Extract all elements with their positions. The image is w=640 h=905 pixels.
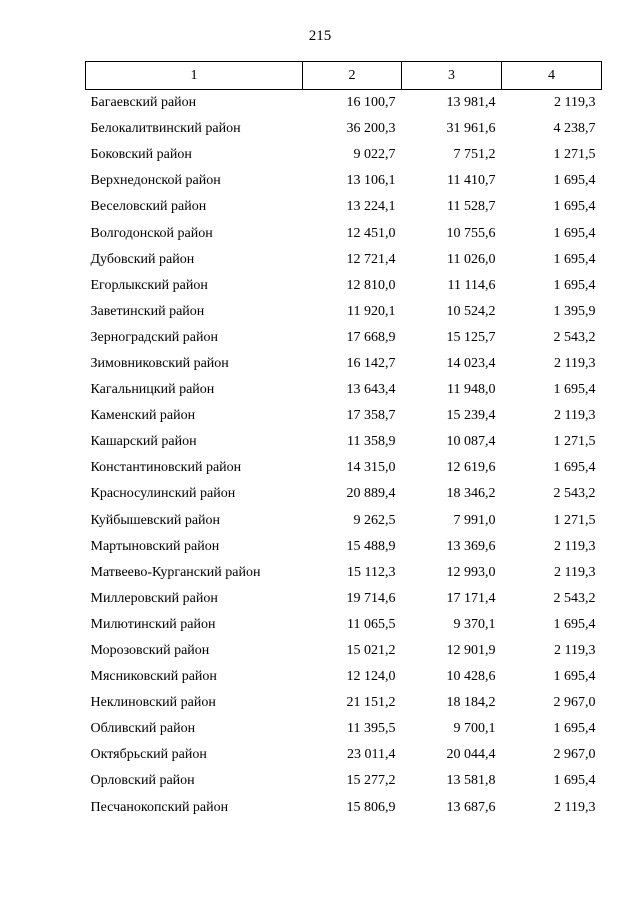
table-body — [86, 90, 602, 821]
table-row — [86, 638, 602, 664]
value-col-2: 21 151,2 — [346, 695, 396, 711]
table-row — [86, 142, 602, 168]
value-col-2: 17 668,9 — [346, 329, 396, 345]
value-col-2: 9 022,7 — [353, 147, 396, 163]
value-col-4: 1 271,5 — [553, 434, 596, 450]
value-col-3: 15 239,4 — [446, 408, 496, 424]
table-row — [86, 351, 602, 377]
table-row — [86, 560, 602, 586]
district-name: Кашарский район — [90, 434, 197, 450]
district-name: Боковский район — [90, 147, 192, 163]
value-col-4: 1 695,4 — [553, 173, 596, 189]
value-col-2: 17 358,7 — [346, 408, 396, 424]
value-col-4: 1 395,9 — [553, 303, 596, 319]
district-name: Орловский район — [90, 773, 195, 789]
value-col-2: 13 224,1 — [346, 199, 396, 215]
value-col-4: 1 695,4 — [553, 460, 596, 476]
value-col-3: 15 125,7 — [446, 329, 496, 345]
value-col-3: 13 369,6 — [446, 538, 496, 554]
value-col-2: 14 315,0 — [346, 460, 396, 476]
value-col-4: 1 695,4 — [553, 251, 596, 267]
value-col-3: 10 755,6 — [446, 225, 496, 241]
table-row — [86, 508, 602, 534]
district-name: Неклиновский район — [90, 695, 216, 711]
value-col-4: 2 119,3 — [554, 355, 596, 371]
value-col-4: 1 695,4 — [553, 669, 596, 685]
value-col-3: 7 991,0 — [453, 512, 496, 528]
table-row — [86, 116, 602, 142]
district-name: Милютинский район — [90, 616, 216, 632]
value-col-2: 9 262,5 — [353, 512, 396, 528]
district-name: Веселовский район — [90, 199, 207, 215]
table-row — [86, 168, 602, 194]
column-header-2: 2 — [303, 62, 402, 90]
table-row — [86, 795, 602, 821]
value-col-4: 1 695,4 — [553, 277, 596, 293]
value-col-2: 11 920,1 — [347, 303, 396, 319]
value-col-2: 15 277,2 — [346, 773, 396, 789]
table-row — [86, 742, 602, 768]
table-row — [86, 90, 602, 117]
district-name: Заветинский район — [90, 303, 205, 319]
district-name: Красносулинский район — [90, 486, 236, 502]
table-row — [86, 586, 602, 612]
district-name: Багаевский район — [90, 95, 197, 111]
table-row — [86, 299, 602, 325]
value-col-3: 13 581,8 — [446, 773, 496, 789]
header-row — [86, 62, 602, 90]
value-col-3: 18 346,2 — [446, 486, 496, 502]
value-col-4: 2 119,3 — [554, 799, 596, 815]
value-col-3: 12 993,0 — [446, 564, 496, 580]
district-name: Зерноградский район — [90, 329, 218, 345]
value-col-4: 2 543,2 — [553, 486, 596, 502]
district-name: Матвеево-Курганский район — [90, 564, 261, 580]
value-col-4: 2 967,0 — [553, 695, 596, 711]
value-col-4: 1 695,4 — [553, 225, 596, 241]
value-col-3: 11 948,0 — [447, 382, 496, 398]
value-col-4: 2 543,2 — [553, 329, 596, 345]
value-col-2: 12 124,0 — [346, 669, 396, 685]
table-row — [86, 690, 602, 716]
value-col-4: 2 119,3 — [554, 643, 596, 659]
value-col-4: 1 695,4 — [553, 382, 596, 398]
value-col-2: 15 021,2 — [346, 643, 396, 659]
value-col-4: 2 543,2 — [553, 590, 596, 606]
value-col-2: 12 721,4 — [346, 251, 396, 267]
page-number: 215 — [308, 28, 332, 44]
value-col-2: 16 142,7 — [346, 355, 396, 371]
table-row — [86, 273, 602, 299]
district-name: Зимовниковский район — [90, 355, 229, 371]
value-col-2: 11 358,9 — [347, 434, 396, 450]
district-name: Кагальницкий район — [90, 382, 215, 398]
value-col-3: 11 528,7 — [447, 199, 496, 215]
value-col-3: 31 961,6 — [446, 121, 496, 137]
value-col-4: 2 119,3 — [554, 95, 596, 111]
value-col-3: 7 751,2 — [453, 147, 496, 163]
table-row — [86, 429, 602, 455]
value-col-4: 1 695,4 — [553, 773, 596, 789]
column-header-4: 4 — [502, 62, 602, 90]
table-row — [86, 194, 602, 220]
table-row — [86, 403, 602, 429]
district-name: Песчанокопский район — [90, 799, 229, 815]
value-col-3: 11 114,6 — [447, 277, 496, 293]
district-name: Белокалитвинский район — [90, 121, 241, 137]
value-col-4: 1 695,4 — [553, 199, 596, 215]
district-name: Каменский район — [90, 408, 196, 424]
value-col-3: 18 184,2 — [446, 695, 496, 711]
value-col-4: 1 271,5 — [553, 147, 596, 163]
table-row — [86, 716, 602, 742]
district-name: Обливский район — [90, 721, 196, 737]
district-name: Мясниковский район — [90, 669, 217, 685]
district-name: Егорлыкский район — [90, 277, 208, 293]
value-col-2: 20 889,4 — [346, 486, 396, 502]
district-name: Куйбышевский район — [90, 512, 221, 528]
value-col-2: 19 714,6 — [346, 590, 396, 606]
table-row — [86, 455, 602, 481]
value-col-3: 9 700,1 — [453, 721, 496, 737]
column-header-3: 3 — [402, 62, 502, 90]
table-row — [86, 768, 602, 794]
value-col-2: 12 451,0 — [346, 225, 396, 241]
value-col-3: 14 023,4 — [446, 355, 496, 371]
value-col-3: 11 026,0 — [447, 251, 496, 267]
value-col-2: 11 395,5 — [347, 721, 396, 737]
table-row — [86, 664, 602, 690]
district-name: Октябрьский район — [90, 747, 207, 763]
district-name: Морозовский район — [90, 643, 210, 659]
value-col-3: 17 171,4 — [446, 590, 496, 606]
district-name: Верхнедонской район — [90, 173, 221, 189]
value-col-3: 11 410,7 — [447, 173, 496, 189]
value-col-4: 1 695,4 — [553, 721, 596, 737]
value-col-2: 16 100,7 — [346, 95, 396, 111]
value-col-2: 15 488,9 — [346, 538, 396, 554]
value-col-3: 13 687,6 — [446, 799, 496, 815]
value-col-2: 15 806,9 — [346, 799, 396, 815]
value-col-2: 13 643,4 — [346, 382, 396, 398]
value-col-2: 23 011,4 — [347, 747, 396, 763]
district-name: Мартыновский район — [90, 538, 220, 554]
value-col-2: 13 106,1 — [346, 173, 396, 189]
value-col-4: 4 238,7 — [553, 121, 596, 137]
table-row — [86, 377, 602, 403]
district-name: Миллеровский район — [90, 590, 218, 606]
district-name: Дубовский район — [90, 251, 195, 267]
table-row — [86, 612, 602, 638]
column-header-1: 1 — [86, 62, 303, 90]
table-row — [86, 325, 602, 351]
value-col-4: 2 119,3 — [554, 408, 596, 424]
table-row — [86, 247, 602, 273]
value-col-3: 12 901,9 — [446, 643, 496, 659]
value-col-3: 20 044,4 — [446, 747, 496, 763]
value-col-2: 12 810,0 — [346, 277, 396, 293]
value-col-2: 36 200,3 — [346, 121, 396, 137]
value-col-3: 9 370,1 — [453, 616, 496, 632]
value-col-2: 15 112,3 — [347, 564, 396, 580]
value-col-3: 10 087,4 — [446, 434, 496, 450]
value-col-4: 2 119,3 — [554, 564, 596, 580]
table-row — [86, 481, 602, 507]
table-header — [86, 62, 602, 90]
value-col-2: 11 065,5 — [347, 616, 396, 632]
value-col-4: 2 119,3 — [554, 538, 596, 554]
value-col-4: 1 271,5 — [553, 512, 596, 528]
table-row — [86, 220, 602, 246]
value-col-3: 10 428,6 — [446, 669, 496, 685]
table-row — [86, 534, 602, 560]
district-table — [85, 61, 602, 821]
value-col-3: 13 981,4 — [446, 95, 496, 111]
value-col-3: 12 619,6 — [446, 460, 496, 476]
value-col-4: 2 967,0 — [553, 747, 596, 763]
value-col-4: 1 695,4 — [553, 616, 596, 632]
district-name: Волгодонской район — [90, 225, 213, 241]
district-name: Константиновский район — [90, 460, 242, 476]
value-col-3: 10 524,2 — [446, 303, 496, 319]
